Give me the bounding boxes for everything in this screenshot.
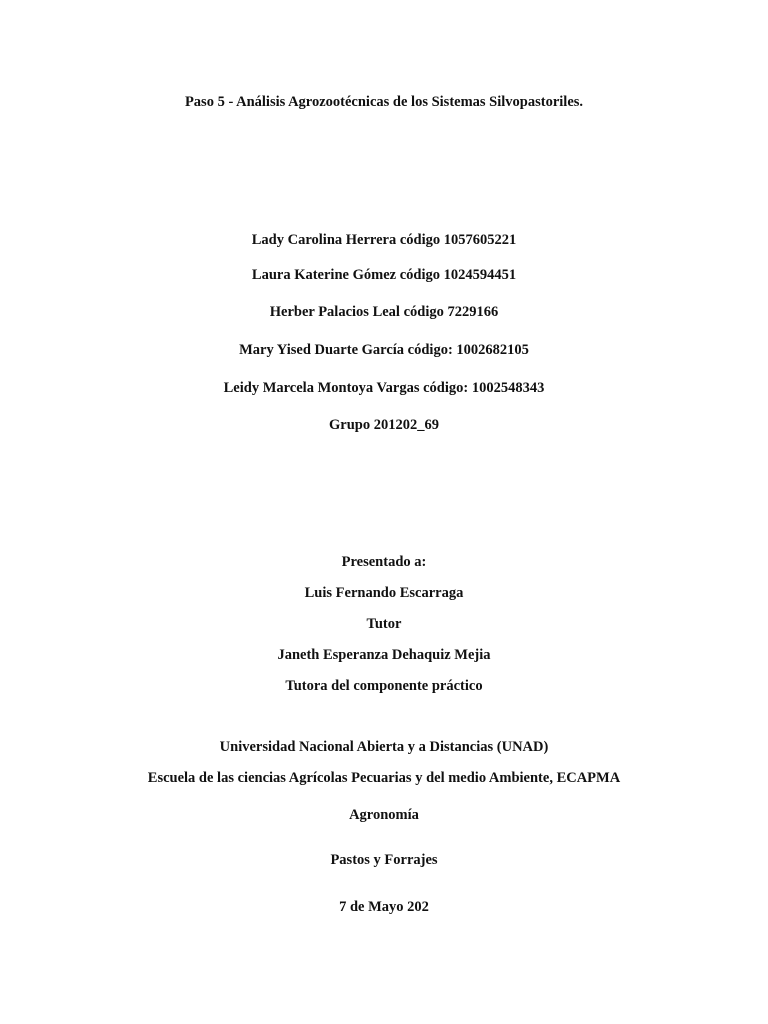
document-date: 7 de Mayo 202 [339, 899, 429, 915]
author-line: Laura Katerine Gómez código 1024594451 [251, 267, 517, 283]
presented-to-heading: Presentado a: [341, 554, 427, 570]
group-code: Grupo 201202_69 [329, 417, 439, 433]
author-line: Leidy Marcela Montoya Vargas código: 1002548343 [223, 380, 545, 396]
course-name: Pastos y Forrajes [330, 852, 438, 868]
author-line: Herber Palacios Leal código 7229166 [269, 304, 499, 320]
author-line: Mary Yised Duarte García código: 1002682105 [239, 342, 529, 358]
program-name: Agronomía [349, 807, 419, 823]
practical-tutor-role: Tutora del componente práctico [285, 678, 483, 694]
university-name: Universidad Nacional Abierta y a Distancias (UNAD) [219, 739, 549, 755]
tutor-role: Tutor [366, 616, 402, 632]
author-line: Lady Carolina Herrera código 1057605221 [251, 232, 517, 248]
tutor-name: Luis Fernando Escarraga [304, 585, 464, 601]
practical-tutor-name: Janeth Esperanza Dehaquiz Mejia [277, 647, 491, 663]
document-title: Paso 5 - Análisis Agrozootécnicas de los Sistemas Silvopastoriles. [184, 94, 584, 110]
school-name: Escuela de las ciencias Agrícolas Pecuarias y del medio Ambiente, ECAPMA [147, 770, 621, 786]
